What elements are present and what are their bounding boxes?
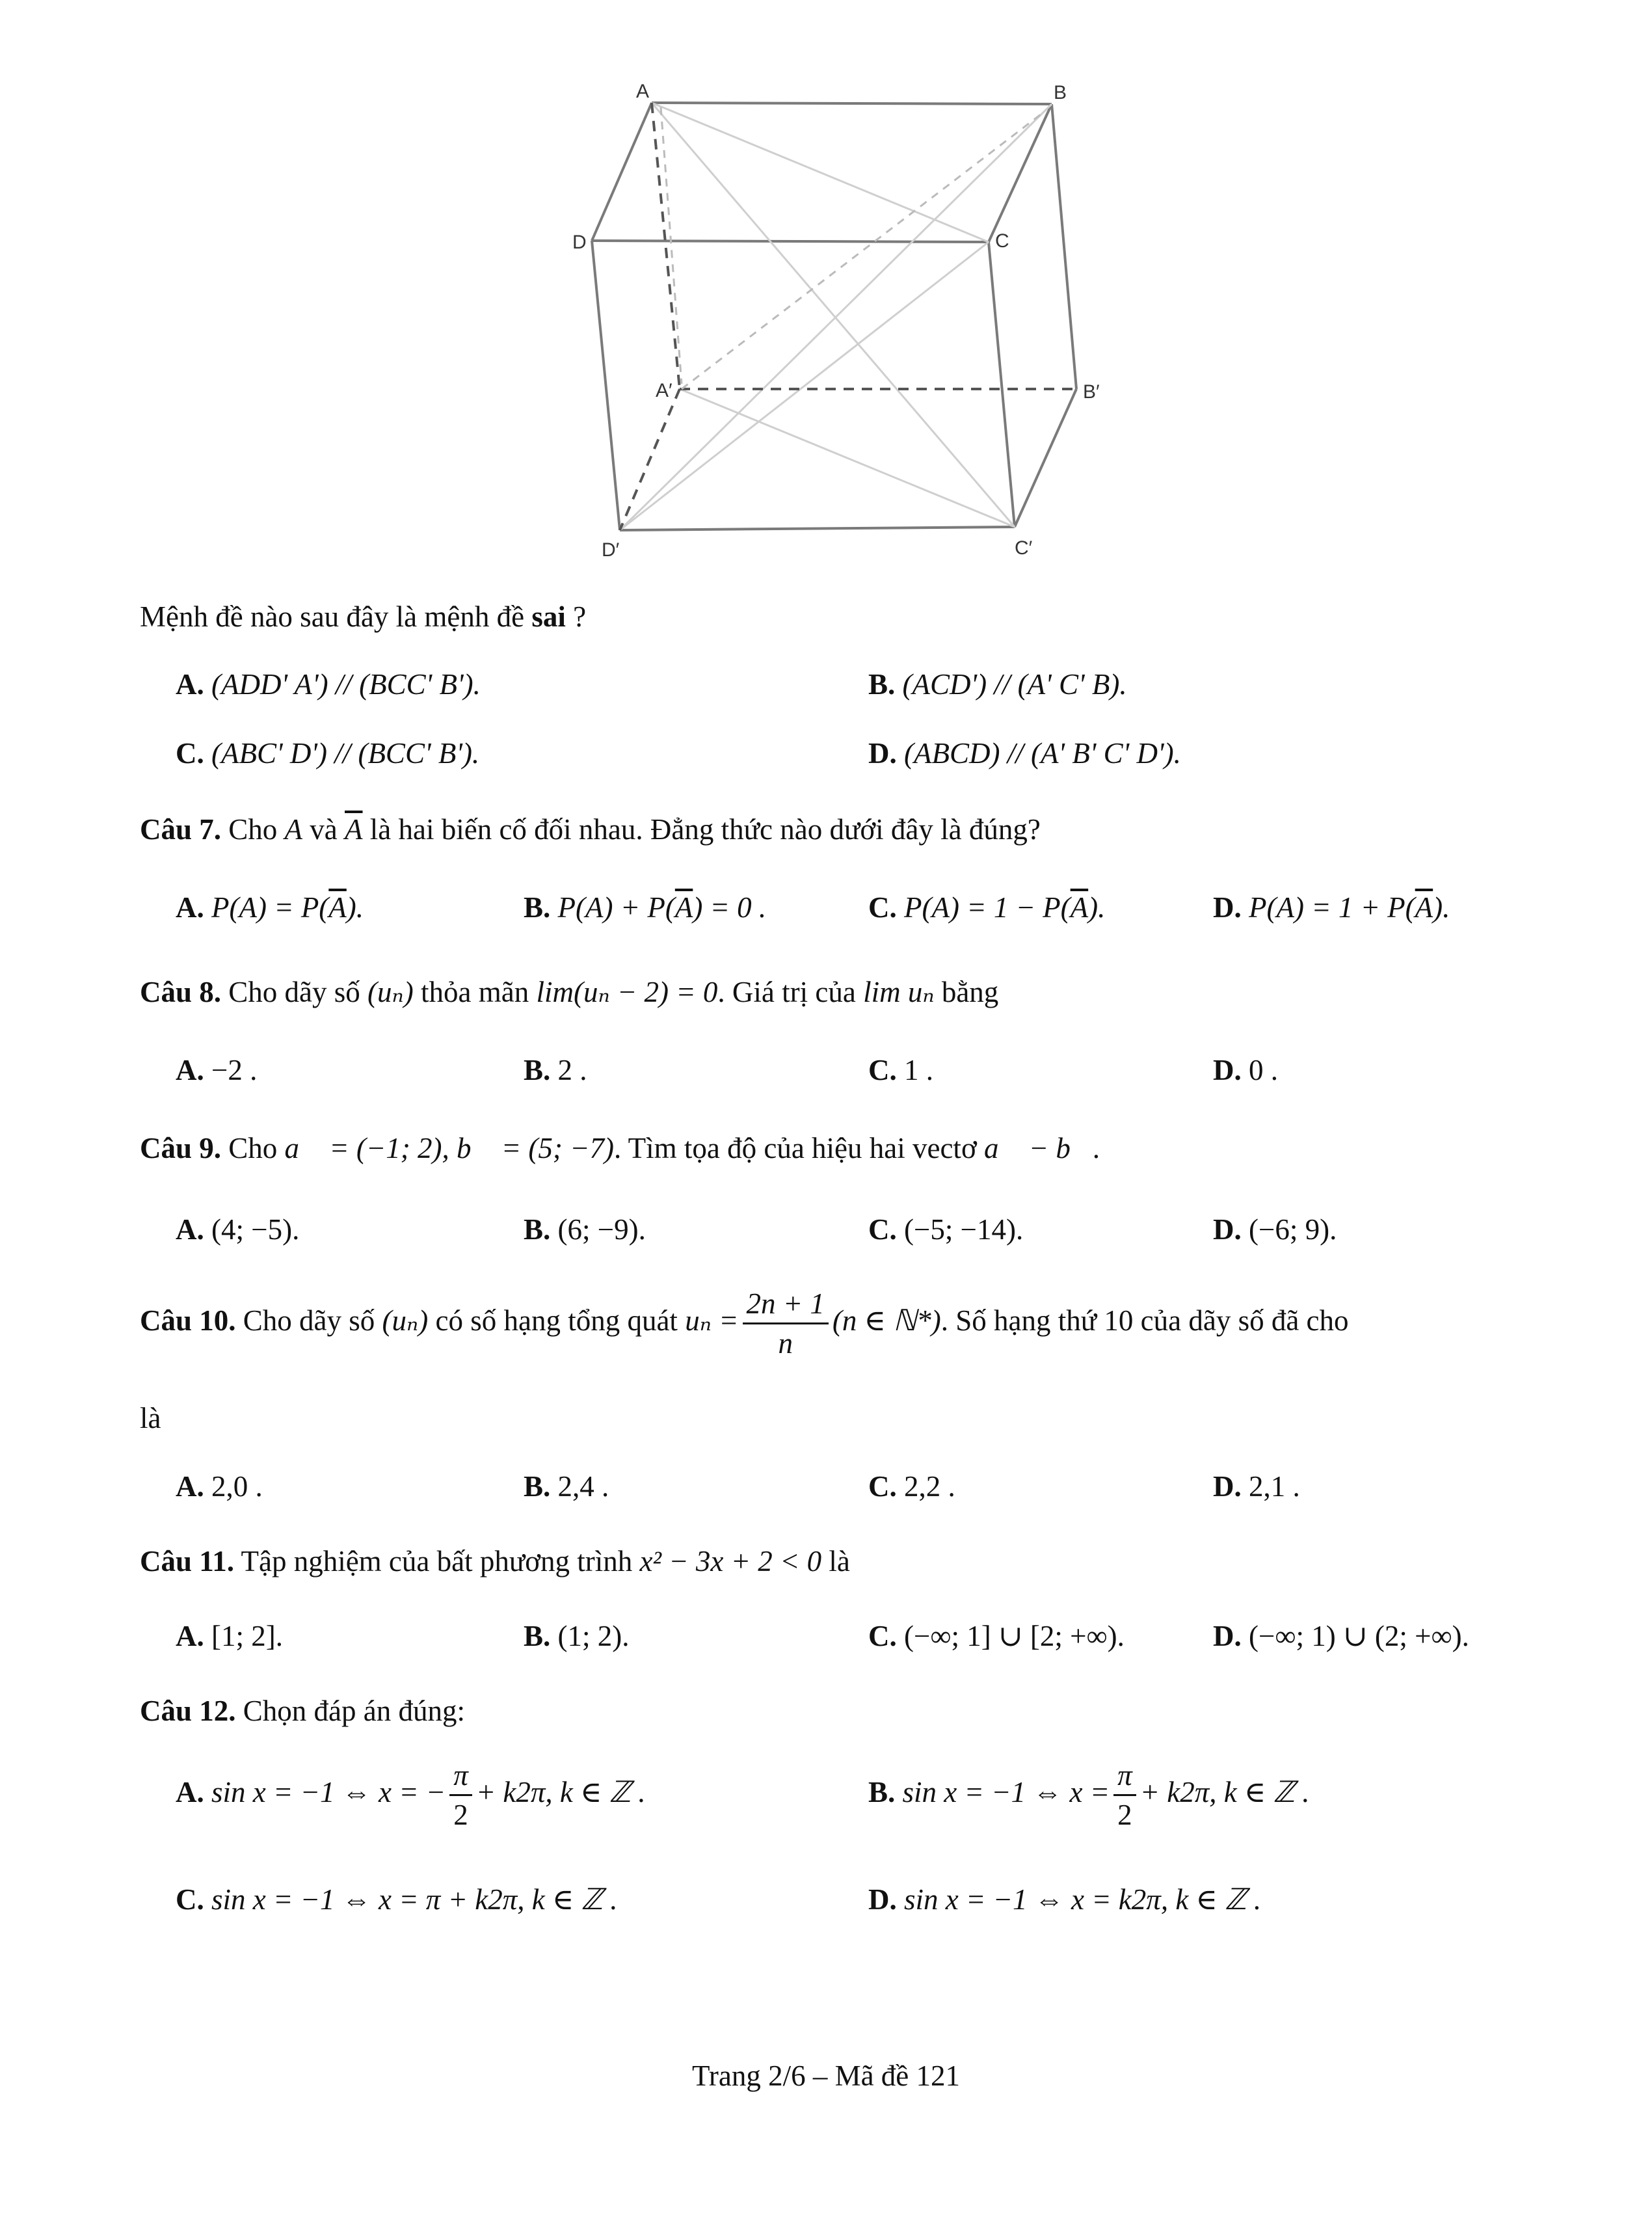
vertex-label-c1: C′ <box>1015 537 1033 559</box>
q8-option-c: C. 1 . <box>868 1054 933 1086</box>
q12-option-b: B. sin x = −1 ⇔ x = $\frac{\pi}{2}$ + k2π, k ∈ ℤ . <box>868 1756 1310 1834</box>
q10-option-a: A. 2,0 . <box>176 1470 263 1503</box>
page-footer: Trang 2/6 – Mã đề 121 <box>691 2060 961 2092</box>
q10-continuation: là <box>140 1402 161 1434</box>
q6-option-d: D. (ABCD) // (A' B' C' D'). <box>868 737 1181 770</box>
q7-option-c: C. $P(A) = 1 - P(\overline{A})$. <box>868 891 1106 924</box>
q8-option-a: A. −2 . <box>176 1054 258 1086</box>
q10-prompt: Câu 10. Cho dãy số (uₙ) có số hạng tổng quát uₙ = $\frac{2n + 1}{n}$ (n ∈ ℕ*). Số hạng thứ 10 của dãy số đã cho <box>140 1285 1349 1362</box>
parallelepiped-figure <box>559 72 1106 566</box>
q11-option-a: A. [1; 2]. <box>176 1620 283 1652</box>
q6-prompt-bold: sai <box>531 600 566 633</box>
q12-number: Câu 12. <box>140 1695 236 1727</box>
q7-option-a: A. $P(A) = P(\overline{A})$. <box>176 891 364 924</box>
q12-b-fraction: $\frac{\pi}{2}$ <box>1113 1756 1136 1834</box>
q6-option-c: C. (ABC' D') // (BCC' B'). <box>176 737 480 770</box>
q10-number: Câu 10. <box>140 1304 236 1337</box>
q9-prompt: Câu 9. Cho a⃗ = (−1; 2), b⃗ = (5; −7). Tìm tọa độ của hiệu hai vectơ a⃗ − b⃗. <box>140 1132 1101 1164</box>
q11-option-b: B. (1; 2). <box>524 1620 630 1652</box>
q8-option-d: D. 0 . <box>1213 1054 1278 1086</box>
q6-prompt <box>140 597 586 636</box>
q8-number: Câu 8. <box>140 976 222 1008</box>
q12-option-a: A. sin x = −1 ⇔ x = − $\frac{\pi}{2}$ + k2π, k ∈ ℤ . <box>176 1756 646 1834</box>
q12-prompt: Câu 12. Chọn đáp án đúng: <box>140 1695 465 1727</box>
q6-prompt-end: ? <box>565 600 587 633</box>
q9-option-d: D. (−6; 9). <box>1213 1213 1337 1246</box>
q8-prompt: Câu 8. Cho dãy số (uₙ) thỏa mãn lim(uₙ − 2) = 0. Giá trị của lim uₙ bằng <box>140 976 999 1008</box>
q10-fraction: $\frac{2n + 1}{n}$ <box>743 1285 829 1362</box>
q6-option-a: A. (ADD' A') // (BCC' B'). <box>176 668 481 701</box>
q12-option-d: D. sin x = −1 ⇔ x = k2π, k ∈ ℤ . <box>868 1883 1262 1916</box>
q9-option-a: A. (4; −5). <box>176 1213 300 1246</box>
q11-option-c: C. (−∞; 1] ∪ [2; +∞). <box>868 1620 1125 1652</box>
q7-prompt: Câu 7. Cho A và $\overline{A}$ là hai biến cố đối nhau. Đẳng thức nào dưới đây là đúng? <box>140 813 1041 846</box>
q11-prompt: Câu 11. Tập nghiệm của bất phương trình x² − 3x + 2 < 0 là <box>140 1545 850 1577</box>
vertex-label-a1: A′ <box>656 380 673 401</box>
q12-a-fraction: $\frac{\pi}{2}$ <box>449 1756 472 1834</box>
q8-option-b: B. 2 . <box>524 1054 587 1086</box>
q6-option-b: B. (ACD') // (A' C' B). <box>868 668 1127 701</box>
vertex-label-a: A <box>636 81 650 102</box>
q10-option-d: D. 2,1 . <box>1213 1470 1300 1503</box>
q11-option-d: D. (−∞; 1) ∪ (2; +∞). <box>1213 1620 1469 1652</box>
q6-prompt-text: Mệnh đề nào sau đây là mệnh đề <box>140 600 532 633</box>
q7-number: Câu 7. <box>140 813 222 846</box>
vertex-label-b1: B′ <box>1083 381 1100 403</box>
q9-option-b: B. (6; −9). <box>524 1213 646 1246</box>
vertex-label-d1: D′ <box>602 539 620 561</box>
q12-option-c: C. sin x = −1 ⇔ x = π + k2π, k ∈ ℤ . <box>176 1883 618 1916</box>
q10-option-c: C. 2,2 . <box>868 1470 955 1503</box>
q11-number: Câu 11. <box>140 1545 235 1577</box>
vertex-label-b: B <box>1054 82 1067 103</box>
q10-option-b: B. 2,4 . <box>524 1470 609 1503</box>
q7-option-d: D. $P(A) = 1 + P(\overline{A})$. <box>1213 891 1450 924</box>
q9-number: Câu 9. <box>140 1132 222 1164</box>
q9-option-c: C. (−5; −14). <box>868 1213 1024 1246</box>
vertex-label-c: C <box>995 230 1009 252</box>
q7-option-b: B. $P(A) + P(\overline{A}) = 0$ . <box>524 891 767 924</box>
vertex-label-d: D <box>572 232 587 253</box>
